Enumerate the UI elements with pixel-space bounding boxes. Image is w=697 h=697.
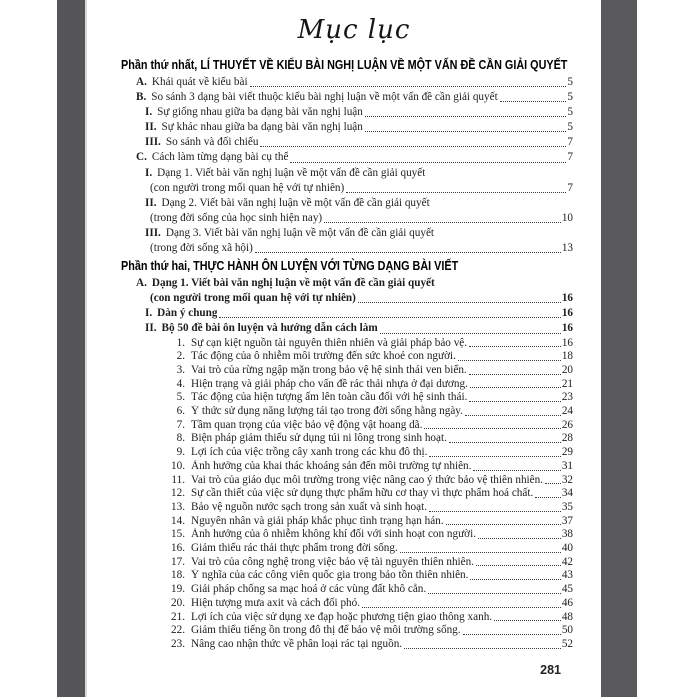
entry-page-number: 29 (561, 446, 573, 459)
item-number: 12. (171, 487, 185, 500)
toc-entry (121, 181, 573, 196)
entry-text: Ý thức sử dụng năng lượng tái tạo trong đời sống hằng ngày. (191, 405, 463, 418)
toc-entry (121, 105, 573, 120)
toc-entry (121, 291, 573, 306)
entry-page-number: 10 (561, 211, 573, 224)
dot-leader (465, 415, 561, 416)
toc-item (121, 638, 573, 652)
entry-text: Nâng cao nhận thức về phân loại rác tại nguồn. (191, 637, 403, 650)
dot-leader (428, 593, 561, 594)
toc-entry (121, 306, 573, 321)
toc-item (121, 583, 573, 597)
item-number: 13. (171, 500, 185, 513)
dot-leader (429, 511, 561, 512)
entry-text: Ảnh hưởng của khai thác khoáng sản đến môi trường tự nhiên. (191, 459, 472, 472)
entry-text: Cách làm từng dạng bài cụ thể (151, 151, 289, 164)
toc-entry (121, 241, 573, 256)
item-number: 18. (171, 569, 185, 582)
entry-page-number: 5 (567, 106, 573, 119)
toc-entry (121, 90, 573, 105)
entry-label: II. (145, 121, 157, 134)
entry-text: Khái quát về kiểu bài (151, 76, 248, 88)
toc-item (121, 556, 573, 570)
entry-page-number: 26 (561, 418, 573, 431)
toc-item (121, 419, 573, 433)
entry-text: Giảm thiểu tiếng ồn trong đô thị để bảo vệ môi trường sống. (191, 624, 461, 637)
entry-label: III. (145, 226, 161, 239)
dot-leader (380, 333, 561, 334)
section-heading-text: Phần thứ hai, THỰC HÀNH ÔN LUYỆN VỚI TỪNG DẠNG BÀI VIẾT (121, 258, 459, 274)
entry-label: B. (136, 91, 147, 104)
toc-entry (121, 196, 573, 211)
dot-leader (424, 428, 560, 429)
entry-text: Sự giống nhau giữa ba dạng bài văn nghị luận (157, 106, 363, 119)
item-number: 17. (171, 555, 185, 568)
entry-text: Vai trò của công nghệ trong việc bảo vệ tài nguyên thiên nhiên. (191, 555, 475, 568)
entry-page-number: 32 (561, 473, 573, 486)
entry-text: Biện pháp giảm thiểu sử dụng túi ni lông trong sinh hoạt. (191, 432, 447, 445)
entry-page-number: 43 (561, 569, 573, 582)
entry-text: Vai trò của giáo dục môi trường trong việc nâng cao ý thức bảo vệ thiên nhiên. (191, 473, 544, 486)
toc-item (121, 364, 573, 378)
entry-text: So sánh và đối chiếu (165, 136, 259, 149)
entry-page-number: 7 (567, 151, 573, 164)
dot-leader (469, 374, 561, 375)
toc-item (121, 432, 573, 446)
item-number: 3. (176, 363, 185, 376)
toc-item (121, 337, 573, 351)
entry-text: Bảo vệ nguồn nước sạch trong sản xuất và sinh hoạt. (191, 500, 427, 513)
entry-text: Tầm quan trọng của việc bảo vệ động vật hoang dã. (191, 418, 423, 431)
toc-entry (121, 75, 573, 90)
section-heading (121, 257, 573, 275)
dot-leader (469, 401, 560, 402)
entry-page-number: 46 (561, 596, 573, 609)
entry-text: Sự cần thiết của việc sử dụng thực phẩm hữu cơ thay vì thực phẩm hoá chất. (191, 487, 534, 500)
dot-leader (470, 579, 560, 580)
toc-list (121, 56, 573, 652)
toc-entry (121, 226, 573, 241)
entry-page-number: 5 (567, 91, 573, 104)
entry-page-number: 38 (561, 528, 573, 541)
entry-text: Giải pháp chống sa mạc hoá ở các vùng đất khô cằn. (191, 583, 427, 596)
item-number: 2. (176, 350, 185, 363)
toc-item (121, 405, 573, 419)
entry-text: Sự cạn kiệt nguồn tài nguyên thiên nhiên và giải pháp bảo vệ. (191, 336, 468, 349)
dot-leader (255, 252, 561, 253)
entry-text: So sánh 3 dạng bài viết thuộc kiểu bài nghị luận về một vấn đề cần giải quyết (151, 91, 498, 104)
dot-leader (260, 146, 566, 147)
entry-label: II. (145, 322, 157, 335)
dot-leader (494, 620, 561, 621)
entry-page-number: 48 (561, 610, 573, 623)
item-number: 19. (171, 583, 185, 596)
dot-leader (290, 162, 566, 163)
entry-page-number: 13 (561, 242, 573, 255)
toc-item (121, 542, 573, 556)
toc-entry (121, 166, 573, 181)
toc-item (121, 528, 573, 542)
toc-item (121, 487, 573, 501)
dot-leader (429, 456, 560, 457)
dot-leader (458, 360, 561, 361)
dot-leader (365, 116, 567, 117)
entry-text: (con người trong mối quan hệ với tự nhiên) (150, 181, 345, 194)
entry-page-number: 52 (561, 637, 573, 650)
entry-text: (trong đời sống xã hội) (150, 242, 253, 255)
dot-leader (463, 634, 561, 635)
book-right-edge (601, 0, 637, 697)
entry-text: Ý nghĩa của các công viên quốc gia trong bảo tồn thiên nhiên. (191, 569, 469, 582)
entry-text: (trong đời sống của học sinh hiện nay) (150, 211, 323, 224)
toc-entry (121, 211, 573, 226)
dot-leader (358, 302, 561, 303)
item-number: 9. (176, 446, 185, 459)
entry-text: Vai trò của rừng ngập mặn trong bảo vệ hệ sinh thái ven biển. (191, 363, 467, 376)
dot-leader (400, 552, 561, 553)
entry-page-number: 16 (561, 336, 573, 349)
item-number: 21. (171, 610, 185, 623)
entry-text: Bộ 50 đề bài ôn luyện và hướng dẫn cách làm (161, 322, 378, 335)
entry-label: I. (145, 106, 153, 119)
dot-leader (535, 497, 561, 498)
entry-text: Giảm thiểu rác thải thực phẩm trong đời sống. (191, 542, 398, 555)
entry-page-number: 24 (561, 405, 573, 418)
entry-page-number: 18 (561, 350, 573, 363)
toc-entry (121, 150, 573, 165)
entry-page-number: 5 (567, 76, 573, 88)
item-number: 23. (171, 637, 185, 650)
toc-item (121, 569, 573, 583)
entry-page-number: 28 (561, 432, 573, 445)
entry-page-number: 16 (561, 307, 573, 320)
dot-leader (365, 131, 567, 132)
entry-text: Hiện trạng và giải pháp cho vấn đề rác thải nhựa ở đại dương. (191, 377, 468, 390)
entry-text: Tác động của ô nhiễm môi trường đến sức khoẻ con người. (191, 350, 456, 363)
item-number: 16. (171, 542, 185, 555)
item-number: 22. (171, 624, 185, 637)
toc-entry (121, 276, 573, 291)
entry-page-number: 34 (561, 487, 573, 500)
dot-leader (470, 387, 561, 388)
item-number: 10. (171, 459, 185, 472)
entry-page-number: 7 (567, 136, 573, 149)
section-heading (121, 56, 573, 74)
toc-item (121, 446, 573, 460)
entry-page-number: 16 (561, 292, 573, 305)
dot-leader (446, 524, 561, 525)
book-left-edge (57, 0, 85, 697)
toc-item (121, 624, 573, 638)
toc-item (121, 350, 573, 364)
entry-text: Hiện tượng mưa axit và cách đối phó. (191, 596, 361, 609)
entry-text: Sự khác nhau giữa ba dạng bài văn nghị luận (161, 121, 363, 134)
item-number: 20. (171, 596, 185, 609)
entry-label: I. (145, 307, 153, 320)
entry-text: Dàn ý chung (157, 307, 218, 320)
item-number: 4. (176, 377, 185, 390)
item-number: 14. (171, 514, 185, 527)
toc-entry (121, 321, 573, 336)
entry-page-number: 5 (567, 121, 573, 134)
entry-label: I. (145, 166, 153, 179)
entry-page-number: 50 (561, 624, 573, 637)
item-number: 6. (176, 405, 185, 418)
dot-leader (250, 86, 567, 87)
item-number: 7. (176, 418, 185, 431)
entry-text: Lợi ích của việc trồng cây xanh trong các khu đô thị. (191, 446, 428, 459)
dot-leader (476, 565, 561, 566)
entry-text: Tác động của hiện tượng ấm lên toàn cầu đối với hệ sinh thái. (191, 391, 468, 404)
item-number: 11. (171, 473, 185, 486)
dot-leader (346, 192, 566, 193)
dot-leader (219, 317, 560, 318)
entry-page-number: 20 (561, 363, 573, 376)
entry-page-number: 40 (561, 542, 573, 555)
toc-item (121, 474, 573, 488)
item-number: 15. (171, 528, 185, 541)
toc-entry (121, 120, 573, 135)
entry-page-number: 21 (561, 377, 573, 390)
dot-leader (478, 538, 561, 539)
entry-label: A. (136, 277, 147, 290)
dot-leader (324, 222, 561, 223)
entry-text: Dạng 1. Viết bài văn nghị luận về một vấn đề cần giải quyết (157, 166, 426, 179)
dot-leader (449, 442, 561, 443)
toc-item (121, 460, 573, 474)
entry-text: Dạng 2. Viết bài văn nghị luận về một vấn đề cần giải quyết (161, 196, 430, 209)
entry-page-number: 42 (561, 555, 573, 568)
item-number: 8. (176, 432, 185, 445)
entry-page-number: 16 (561, 322, 573, 335)
entry-text: Nguyên nhân và giải pháp khắc phục tình trạng hạn hán. (191, 514, 444, 527)
entry-text: Dạng 1. Viết bài văn nghị luận về một vấn đề cần giải quyết (151, 277, 435, 290)
page-title: Mục lục (297, 15, 411, 45)
entry-text: Dạng 3. Viết bài văn nghị luận về một vấn đề cần giải quyết (165, 226, 435, 239)
entry-page-number: 35 (561, 500, 573, 513)
entry-text: (con người trong mối quan hệ với tự nhiên) (150, 292, 356, 305)
toc-item (121, 597, 573, 611)
dot-leader (545, 483, 561, 484)
item-number: 5. (176, 391, 185, 404)
entry-label: C. (136, 151, 147, 164)
entry-label: A. (136, 76, 147, 88)
toc-item (121, 515, 573, 529)
entry-page-number: 31 (561, 459, 573, 472)
dot-leader (500, 101, 567, 102)
entry-page-number: 7 (567, 181, 573, 194)
toc-item (121, 611, 573, 625)
entry-page-number: 45 (561, 583, 573, 596)
toc-item (121, 391, 573, 405)
page-number: 281 (540, 663, 561, 677)
toc-item (121, 378, 573, 392)
entry-page-number: 37 (561, 514, 573, 527)
entry-label: III. (145, 136, 161, 149)
dot-leader (469, 346, 561, 347)
entry-page-number: 23 (561, 391, 573, 404)
item-number: 1. (176, 336, 185, 349)
book-page (85, 0, 601, 697)
dot-leader (404, 648, 561, 649)
dot-leader (473, 470, 560, 471)
toc-entry (121, 135, 573, 150)
section-heading-text: Phần thứ nhất, LÍ THUYẾT VỀ KIỂU BÀI NGHỊ LUẬN VỀ MỘT VẤN ĐỀ CẦN GIẢI QUYẾT (121, 57, 568, 72)
dot-leader (362, 607, 561, 608)
entry-text: Ảnh hưởng của ô nhiễm không khí đối với sinh hoạt con người. (191, 528, 476, 541)
entry-text: Lợi ích của việc sử dụng xe đạp hoặc phương tiện giao thông xanh. (191, 610, 493, 623)
entry-label: II. (145, 196, 157, 209)
toc-item (121, 501, 573, 515)
